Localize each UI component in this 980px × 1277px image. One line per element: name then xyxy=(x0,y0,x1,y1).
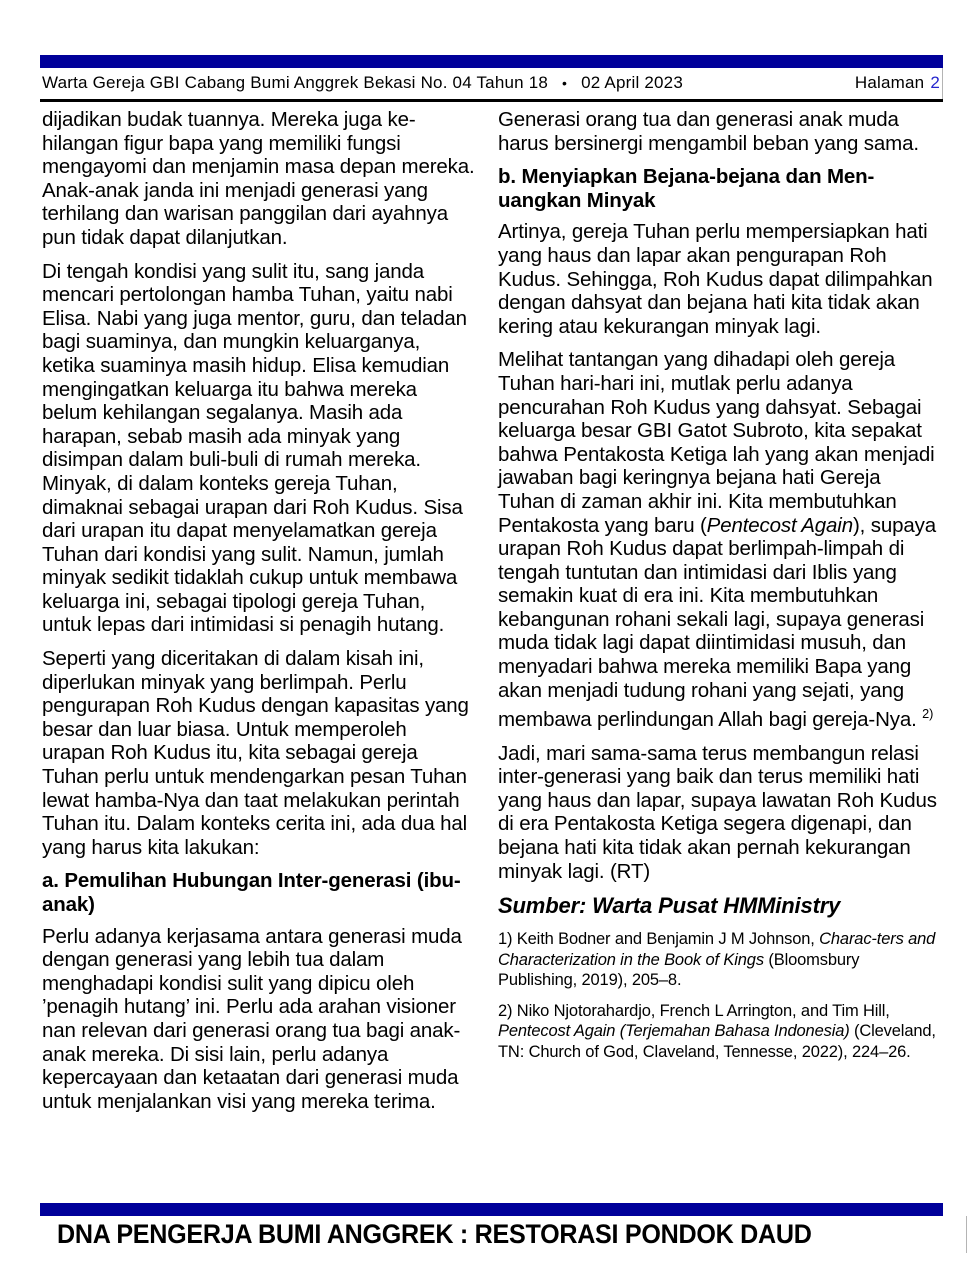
body-paragraph: Jadi, mari sama-sama terus membangun relasi inter-generasi yang baik dan terus memiliki hati yang haus dan lapar, supaya lawatan Roh Kudus di era Pentakosta Ketiga segera digenapi, dan bejana hati kita tidak akan pernah kekurangan minyak lagi. (RT) xyxy=(498,741,937,883)
header xyxy=(42,73,940,93)
newsletter-masthead xyxy=(42,73,683,93)
footnote-1: 1) Keith Bodner and Benjamin J M Johnson, Charac-ters and Characterization in the Book of Kings (Bloomsbury Publishing, 2019), 205–8. xyxy=(498,930,936,990)
right-column xyxy=(498,108,938,1072)
body-paragraph: dijadikan budak tuannya. Mereka juga ke-hilangan figur bapa yang memiliki fungsi mengayomi dan menjamin masa depan mereka. Anak-anak janda ini menjadi generasi yang terhilang dan warisan panggilan dari ayahnya pun tidak dapat dilanjutkan. xyxy=(42,108,475,249)
header-right-border xyxy=(942,68,943,99)
newsletter-title: Warta Gereja GBI Cabang Bumi Anggrek Bekasi No. 04 Tahun 18 xyxy=(42,73,549,92)
issue-date: 02 April 2023 xyxy=(581,73,683,92)
header-blue-bar xyxy=(40,55,943,68)
body-paragraph: Seperti yang diceritakan di dalam kisah ini, diperlukan minyak yang berlimpah. Perlu pengurapan Roh Kudus dengan kapasitas yang besar dan luar biasa. Untuk memperoleh urapan Roh Kudus itu, kita sebagai gereja Tuhan perlu untuk mendengarkan pesan Tuhan lewat hamba-Nya dan taat melakukan perintah Tuhan itu. Dalam konteks cerita ini, ada dua hal yang harus kita lakukan: xyxy=(42,647,469,859)
footnote-2: 2) Niko Njotorahardjo, French L Arrington, and Tim Hill, Pentecost Again (Terjemahan Bahasa Indonesia) (Cleveland, TN: Church of God, Claveland, Tennesse, 2022), 224–26. xyxy=(498,1001,936,1061)
section-heading-a: a. Pemulihan Hubungan Inter-generasi (ibu-anak) xyxy=(42,869,461,916)
page-number-label: Halaman xyxy=(854,73,925,92)
bullet-separator-icon: • xyxy=(562,75,568,91)
footer-slogan: DNA PENGERJA BUMI ANGGREK : RESTORASI PONDOK DAUD xyxy=(57,1219,812,1249)
left-column xyxy=(42,108,475,1123)
footer-blue-bar xyxy=(40,1203,943,1216)
page-number xyxy=(855,73,940,93)
body-paragraph: Artinya, gereja Tuhan perlu mempersiapkan hati yang haus dan lapar akan pengurapan Roh Kudus. Sehingga, Roh Kudus dapat dilimpahkan dengan dahsyat dan bejana hati kita tidak akan kering atau kekurangan minyak lagi. xyxy=(498,220,933,338)
footer-right-border xyxy=(966,1216,967,1253)
page-number-value: 2 xyxy=(930,73,940,92)
body-paragraph: Perlu adanya kerjasama antara generasi muda dengan generasi yang lebih tua dalam menghadapi kondisi sulit yang dipicu oleh ’penagih hutang’ ini. Perlu ada arahan visioner nan relevan dari generasi orang tua bagi anak-anak mereka. Di sisi lain, perlu adanya kepercayaan dan ketaatan dari generasi muda untuk menjalankan visi yang mereka terima. xyxy=(42,924,462,1113)
section-heading-b: b. Menyiapkan Bejana-bejana dan Men-uangkan Minyak xyxy=(498,165,875,212)
body-paragraph: Melihat tantangan yang dihadapi oleh gereja Tuhan hari-hari ini, mutlak perlu adanya pencurahan Roh Kudus yang dahsyat. Sebagai keluarga besar GBI Gatot Subroto, kita sepakat bahwa Pentakosta Ketiga lah yang akan menjadi jawaban bagi keringnya bejana hati Gereja Tuhan di zaman akhir ini. Kita membutuhkan Pentakosta yang baru (Pentecost Again), supaya urapan Roh Kudus dapat berlimpah-limpah di tengah tuntutan dan intimidasi dari Iblis yang semakin kuat di era ini. Kita membutuhkan kebangunan rohani sekali lagi, supaya generasi muda tidak lagi dapat diintimidasi musuh, dan menyadari bahwa mereka memiliki Bapa yang akan menjadi tudung rohani yang sejati, yang membawa perlindungan Allah bagi gereja-Nya. $^{2)}$ xyxy=(498,348,936,732)
body-paragraph: Generasi orang tua dan generasi anak muda harus bersinergi mengambil beban yang sama. xyxy=(498,108,919,155)
source-credit: Sumber: Warta Pusat HMMinistry xyxy=(498,893,841,919)
body-paragraph: Di tengah kondisi yang sulit itu, sang janda mencari pertolongan hamba Tuhan, yaitu nabi Elisa. Nabi yang juga mentor, guru, dan teladan bagi suaminya, dan mungkin keluarganya, ketika suaminya masih hidup. Elisa kemudian mengingatkan keluarga itu bahwa mereka belum kehilangan segalanya. Masih ada harapan, sebab masih ada minyak yang disimpan dalam buli-buli di rumah mereka. Minyak, di dalam konteks gereja Tuhan, dimaknai sebagai urapan dari Roh Kudus. Sisa dari urapan itu dapat menyelamatkan gereja Tuhan dari kondisi yang sulit. Namun, jumlah minyak sedikit tidaklah cukup untuk membawa keluarga ini, sebagai tipologi gereja Tuhan, untuk lepas dari intimidasi si penagih hutang. xyxy=(42,259,467,637)
header-rule xyxy=(40,99,943,102)
